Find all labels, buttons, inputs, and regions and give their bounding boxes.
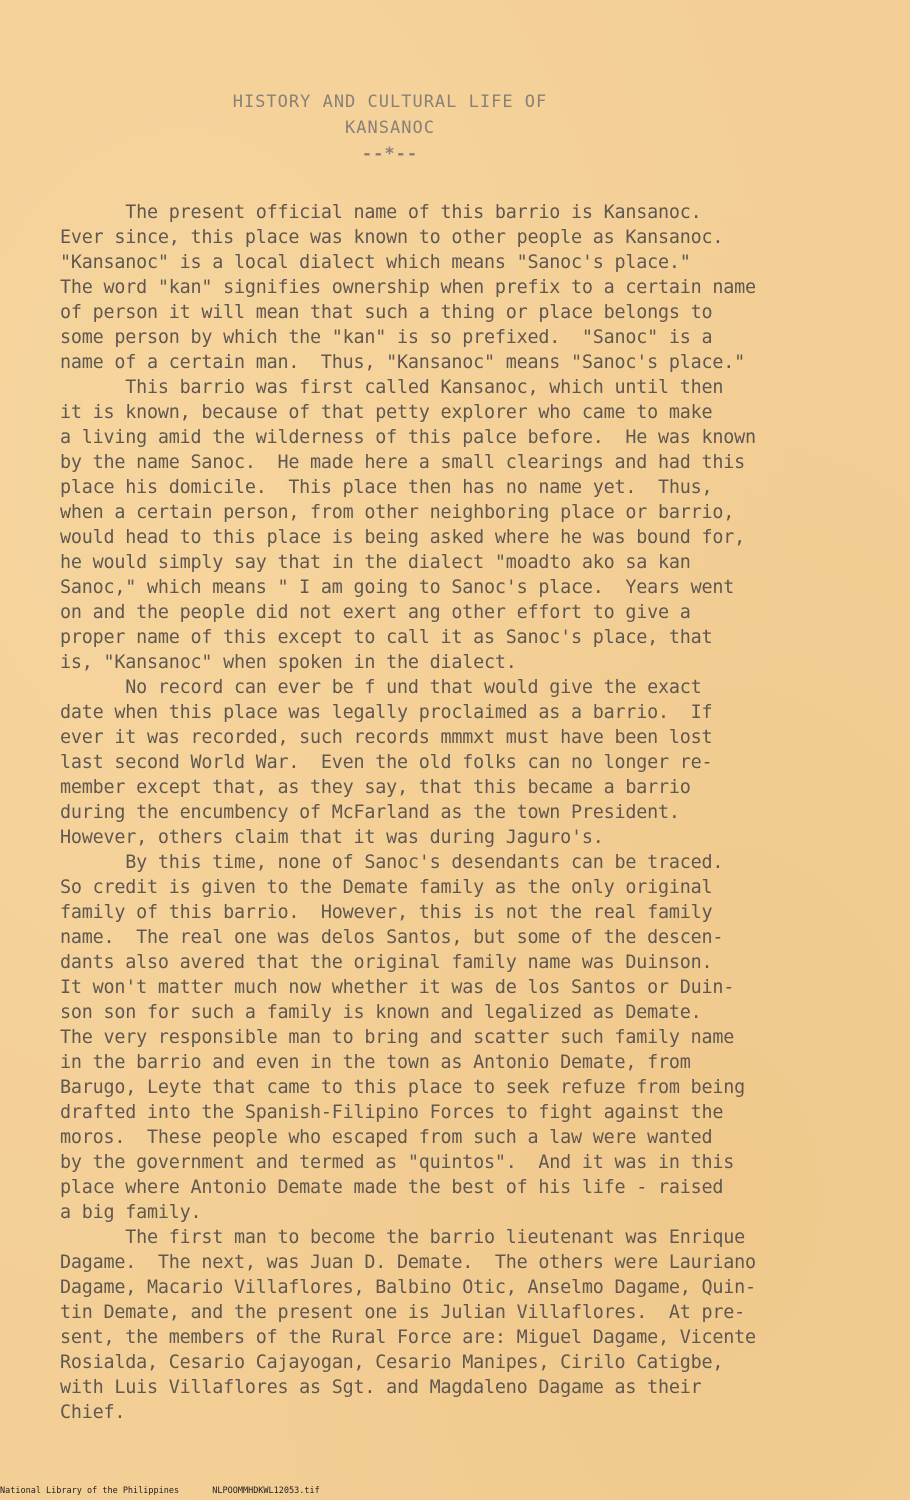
text-line: son son for such a family is known and legalized as Demate. [60,1002,702,1023]
text-line: Chief. [60,1402,126,1423]
text-line: of person it will mean that such a thing or place belongs to [60,302,713,323]
document-subtitle: KANSANOC [345,118,435,138]
text-line: Dagame. The next, was Juan D. Demate. The others were Lauriano [60,1252,756,1273]
text-line: by the name Sanoc. He made here a small clearings and had this [60,452,745,473]
text-line: a living amid the wilderness of this palce before. He was known [60,427,756,448]
text-line: some person by which the "kan" is so prefixed. "Sanoc" is a [60,327,713,348]
text-line: Ever since, this place was known to other people as Kansanoc. [60,227,724,248]
text-line: The very responsible man to bring and scatter such family name [60,1027,735,1048]
text-line: It won't matter much now whether it was de los Santos or Duin- [60,977,735,998]
footer-file-id: NLPOOMMHDKWL12053.tif [212,1486,320,1496]
text-line: name. The real one was delos Santos, but some of the descen- [60,927,724,948]
text-line: place where Antonio Demate made the best of his life - raised [60,1177,724,1198]
text-line: tin Demate, and the present one is Julian Villaflores. At pre- [60,1302,745,1323]
document-title: HISTORY AND CULTURAL LIFE OF [232,92,548,112]
text-line: By this time, none of Sanoc's desendants can be traced. [60,852,724,873]
text-line: dants also avered that the original family name was Duinson. [60,952,713,973]
text-line: Sanoc," which means " I am going to Sanoc's place. Years went [60,577,735,598]
text-line: he would simply say that in the dialect "moadto ako sa kan [60,552,691,573]
footer-library-name: National Library of the Philippines [0,1486,180,1496]
text-line: during the encumbency of McFarland as the town President. [60,802,680,823]
text-line: place his domicile. This place then has no name yet. Thus, [60,477,713,498]
text-line: in the barrio and even in the town as Antonio Demate, from [60,1052,691,1073]
text-line: member except that, as they say, that this became a barrio [60,777,691,798]
text-line: Rosialda, Cesario Cajayogan, Cesario Manipes, Cirilo Catigbe, [60,1352,724,1373]
text-line: on and the people did not exert ang other effort to give a [60,602,691,623]
text-line: ever it was recorded, such records mmmxt must have been lost [60,727,713,748]
scan-footer [0,1486,348,1500]
text-line: is, "Kansanoc" when spoken in the dialect. [60,652,517,673]
text-line: when a certain person, from other neighboring place or barrio, [60,502,735,523]
text-line: it is known, because of that petty explorer who came to make [60,402,713,423]
text-line: Dagame, Macario Villaflores, Balbino Otic, Anselmo Dagame, Quin- [60,1277,756,1298]
text-line: The word "kan" signifies ownership when prefix to a certain name [60,277,756,298]
text-line: with Luis Villaflores as Sgt. and Magdaleno Dagame as their [60,1377,702,1398]
text-line: "Kansanoc" is a local dialect which means "Sanoc's place." [60,252,691,273]
text-line: sent, the members of the Rural Force are: Miguel Dagame, Vicente [60,1327,756,1348]
text-line: family of this barrio. However, this is not the real family [60,902,713,923]
text-line: last second World War. Even the old folks can no longer re- [60,752,713,773]
text-line: moros. These people who escaped from such a law were wanted [60,1127,713,1148]
text-line: would head to this place is being asked where he was bound for, [60,527,745,548]
text-line: No record can ever be f und that would give the exact [60,677,702,698]
text-line: So credit is given to the Demate family as the only original [60,877,713,898]
text-line: drafted into the Spanish-Filipino Forces to fight against the [60,1102,724,1123]
text-line: Barugo, Leyte that came to this place to seek refuze from being [60,1077,745,1098]
text-line: a big family. [60,1202,202,1223]
text-line: date when this place was legally proclaimed as a barrio. If [60,702,713,723]
document-body [60,200,860,1425]
text-line: However, others claim that it was during Jaguro's. [60,827,604,848]
text-line: This barrio was first called Kansanoc, which until then [60,377,724,398]
text-line: by the government and termed as "quintos". And it was in this [60,1152,735,1173]
text-line: name of a certain man. Thus, "Kansanoc" means "Sanoc's place." [60,352,745,373]
text-line: proper name of this except to call it as Sanoc's place, that [60,627,713,648]
title-separator: --*-- [361,144,419,164]
text-line: The first man to become the barrio lieutenant was Enrique [60,1227,745,1248]
text-line: The present official name of this barrio is Kansanoc. [60,202,702,223]
